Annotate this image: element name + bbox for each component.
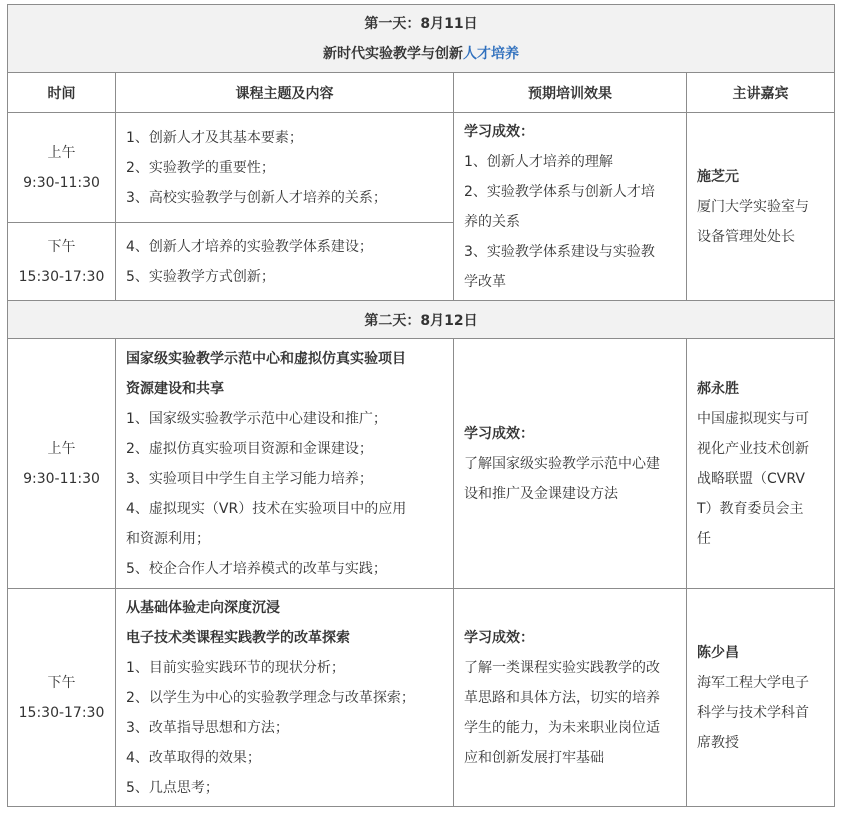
header-effect: 预期培训效果 (454, 73, 687, 113)
topic-line: 电子技术类课程实践教学的改革探索 (126, 629, 350, 646)
topic-line: 从基础体验走向深度沉浸 (126, 599, 280, 616)
d2-morning-time: 9:30-11:30 (23, 470, 100, 487)
header-speaker: 主讲嘉宾 (687, 73, 835, 113)
day1-band (8, 5, 835, 73)
topic-line: 国家级实验教学示范中心和虚拟仿真实验项目 (126, 350, 406, 367)
effect-line: 应和创新发展打牢基础 (464, 749, 604, 766)
d1-morning-row (8, 113, 835, 223)
d2-morning-speaker-cell (687, 339, 835, 589)
d1-morning-time-cell (8, 113, 116, 223)
list-item: 4、创新人才培养的实验教学体系建设； (126, 238, 373, 255)
d1-afternoon-time: 15:30-17:30 (18, 268, 105, 285)
d1-effect-heading: 学习成效： (464, 123, 534, 140)
d1-morning-time: 9:30-11:30 (23, 174, 100, 191)
list-item: 4、改革取得的效果； (126, 749, 261, 766)
list-item: 1、创新人才及其基本要素； (126, 129, 303, 146)
d1-afternoon-period: 下午 (47, 238, 76, 255)
effect-line: 了解一类课程实验实践教学的改 (464, 659, 660, 676)
topic-line: 资源建设和共享 (126, 380, 224, 397)
speaker-line: 战略联盟（CVRV (697, 470, 805, 487)
effect-line: 养的关系 (464, 213, 520, 230)
effect-line: 3、实验教学体系建设与实验教 (464, 243, 655, 260)
speaker-line: 任 (697, 530, 711, 547)
d1-speaker-cell (687, 113, 835, 301)
list-item: 5、几点思考； (126, 779, 219, 796)
day1-band-row (8, 5, 835, 73)
d1-effect-cell (454, 113, 687, 301)
effect-line: 革思路和具体方法，切实的培养 (464, 689, 660, 706)
d2-afternoon-row (8, 589, 835, 807)
d1-afternoon-content (116, 223, 454, 301)
speaker-line: 海军工程大学电子 (697, 674, 809, 691)
d2-morning-effect-cell (454, 339, 687, 589)
speaker-line: 设备管理处处长 (697, 228, 795, 245)
d2-morning-row (8, 339, 835, 589)
d1-morning-period: 上午 (47, 144, 76, 161)
day1-title: 第一天：8月11日 (364, 15, 478, 32)
day1-subtitle-highlight: 人才培养 (463, 45, 519, 62)
list-item: 1、国家级实验教学示范中心建设和推广； (126, 410, 387, 427)
d2-afternoon-speaker-cell (687, 589, 835, 807)
day2-band (8, 301, 835, 339)
effect-line: 学改革 (464, 273, 506, 290)
speaker-line: 科学与技术学科首 (697, 704, 809, 721)
effect-line: 了解国家级实验教学示范中心建 (464, 455, 660, 472)
list-item: 3、改革指导思想和方法； (126, 719, 289, 736)
d2-afternoon-period: 下午 (47, 674, 76, 691)
d1-morning-content (116, 113, 454, 223)
schedule-table (7, 4, 835, 807)
speaker-line: 席教授 (697, 734, 739, 751)
header-row (8, 73, 835, 113)
header-time: 时间 (8, 73, 116, 113)
d2-afternoon-content (116, 589, 454, 807)
d2-afternoon-time: 15:30-17:30 (18, 704, 105, 721)
effect-line: 1、创新人才培养的理解 (464, 153, 613, 170)
list-item: 2、以学生为中心的实验教学理念与改革探索； (126, 689, 415, 706)
header-content: 课程主题及内容 (116, 73, 454, 113)
list-item: 5、校企合作人才培养模式的改革与实践； (126, 560, 387, 577)
list-item: 2、虚拟仿真实验项目资源和金课建设； (126, 440, 373, 457)
effect-line: 学生的能力，为未来职业岗位适 (464, 719, 660, 736)
d2-morning-period: 上午 (47, 440, 76, 457)
d2-morning-effect-heading: 学习成效： (464, 425, 534, 442)
d1-afternoon-time-cell (8, 223, 116, 301)
speaker-line: 厦门大学实验室与 (697, 198, 809, 215)
list-item: 1、目前实验实践环节的现状分析； (126, 659, 345, 676)
list-item: 3、高校实验教学与创新人才培养的关系； (126, 189, 387, 206)
speaker-line: T）教育委员会主 (697, 500, 804, 517)
d1-speaker-name: 施芝元 (697, 168, 739, 185)
d2-afternoon-speaker-name: 陈少昌 (697, 644, 739, 661)
day1-subtitle: 新时代实验教学与创新 (323, 45, 463, 62)
d2-afternoon-effect-cell (454, 589, 687, 807)
day2-band-row (8, 301, 835, 339)
effect-line: 2、实验教学体系与创新人才培 (464, 183, 655, 200)
list-item: 和资源利用； (126, 530, 210, 547)
d2-afternoon-effect-heading: 学习成效： (464, 629, 534, 646)
d2-afternoon-time-cell (8, 589, 116, 807)
d2-morning-speaker-name: 郝永胜 (697, 380, 739, 397)
d2-morning-content (116, 339, 454, 589)
effect-line: 设和推广及金课建设方法 (464, 485, 618, 502)
list-item: 4、虚拟现实（VR）技术在实验项目中的应用 (126, 500, 407, 517)
d2-morning-time-cell (8, 339, 116, 589)
speaker-line: 视化产业技术创新 (697, 440, 809, 457)
list-item: 2、实验教学的重要性； (126, 159, 275, 176)
list-item: 5、实验教学方式创新； (126, 268, 275, 285)
speaker-line: 中国虚拟现实与可 (697, 410, 809, 427)
day2-title: 第二天：8月12日 (364, 312, 478, 329)
list-item: 3、实验项目中学生自主学习能力培养； (126, 470, 373, 487)
